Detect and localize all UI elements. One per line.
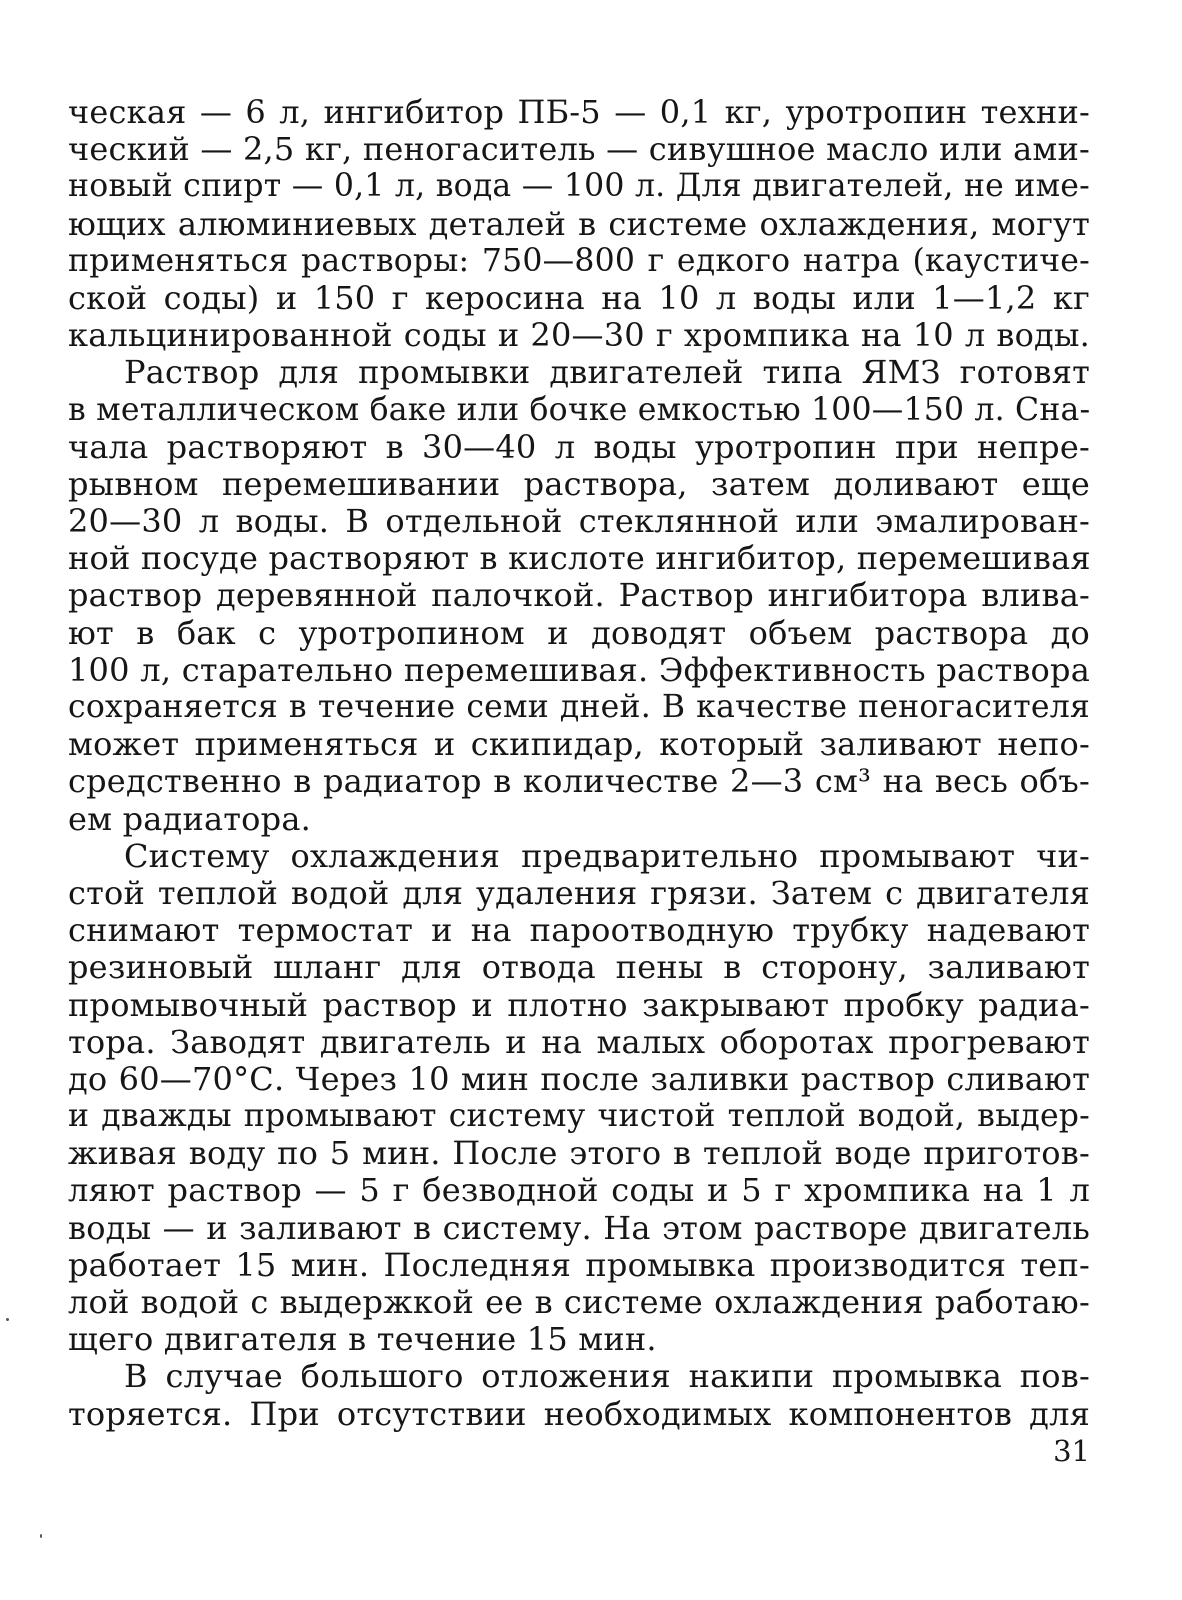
text-line: торяется. При отсутствии необходимых компонентов для [68, 1394, 1090, 1433]
text-line: может применяться и скипидар, который заливают непо- [68, 725, 1090, 764]
text-line: применяться растворы: 750—800 г едкого натра (каустиче- [68, 242, 1090, 279]
text-line: Систему охлаждения предварительно промывают чи- [124, 836, 1090, 875]
text-line: Раствор для промывки двигателей типа ЯМЗ готовят [124, 353, 1090, 392]
text-line: щего двигателя в течение 15 мин. [68, 1320, 657, 1359]
text-line: новый спирт — 0,1 л, вода — 100 л. Для двигателей, не име- [68, 168, 1090, 205]
text-line: лой водой с выдержкой ее в системе охлаждения работаю- [68, 1283, 1090, 1321]
text-line: чала растворяют в 30—40 л воды уротропин при непре- [68, 427, 1090, 466]
text-line: 100 л, старательно перемешивая. Эффективность раствора [68, 650, 1090, 689]
text-line: в металлическом баке или бочке емкостью 100—150 л. Сна- [68, 391, 1091, 428]
text-line: ной посуде растворяют в кислоте ингибитор, перемешивая [68, 539, 1091, 578]
text-line: снимают термостат и на пароотводную трубку надевают [68, 911, 1090, 950]
text-line: ют в бак с уротропином и доводят объем раствора до [68, 613, 1090, 652]
page-number: 31 [1053, 1434, 1090, 1468]
text-line: рывном перемешивании раствора, затем доливают еще [68, 464, 1090, 503]
text-line: ющих алюминиевых деталей в системе охлаждения, могут [68, 204, 1090, 243]
text-line: тора. Заводят двигатель и на малых оборотах прогревают [68, 1022, 1090, 1061]
scan-speck [6, 1318, 9, 1321]
text-line: В случае большого отложения накипи промывка пов- [124, 1357, 1090, 1396]
text-line: раствор деревянной палочкой. Раствор ингибитора влива- [68, 576, 1090, 615]
text-line: ской соды) и 150 г керосина на 10 л воды или 1—1,2 кг [68, 278, 1090, 317]
text-line: ем радиатора. [68, 799, 311, 838]
text-line: стой теплой водой для удаления грязи. Затем с двигателя [68, 873, 1090, 912]
text-line: 20—30 л воды. В отдельной стеклянной или эмалирован- [68, 502, 1090, 541]
text-line: промывочный раствор и плотно закрывают пробку радиа- [68, 985, 1090, 1024]
text-line: воды — и заливают в систему. На этом растворе двигатель [68, 1208, 1090, 1247]
text-line: средственно в радиатор в количестве 2—3 см³ на весь объ- [68, 762, 1090, 801]
text-line: кальцинированной соды и 20—30 г хромпика на 10 л воды. [68, 316, 1090, 355]
text-line: ляют раствор — 5 г безводной соды и 5 г хромпика на 1 л [68, 1171, 1090, 1210]
scan-speck [40, 1534, 42, 1538]
text-line: сохраняется в течение семи дней. В качестве пеногасителя [68, 689, 1090, 725]
text-line: работает 15 мин. Последняя промывка производится теп- [68, 1245, 1090, 1284]
text-line: и дважды промывают систему чистой теплой водой, выдер- [68, 1098, 1090, 1135]
text-line: до 60—70°С. Через 10 мин после заливки раствор сливают [68, 1059, 1090, 1098]
text-line: ческий — 2,5 кг, пеногаситель — сивушное масло или ами- [68, 130, 1090, 169]
page-body [68, 94, 1090, 1433]
text-line: ческая — 6 л, ингибитор ПБ-5 — 0,1 кг, уротропин техни- [68, 93, 1090, 131]
text-line: резиновый шланг для отвода пены в сторону, заливают [68, 948, 1090, 987]
text-line: живая воду по 5 мин. После этого в теплой воде приготов- [68, 1134, 1090, 1173]
